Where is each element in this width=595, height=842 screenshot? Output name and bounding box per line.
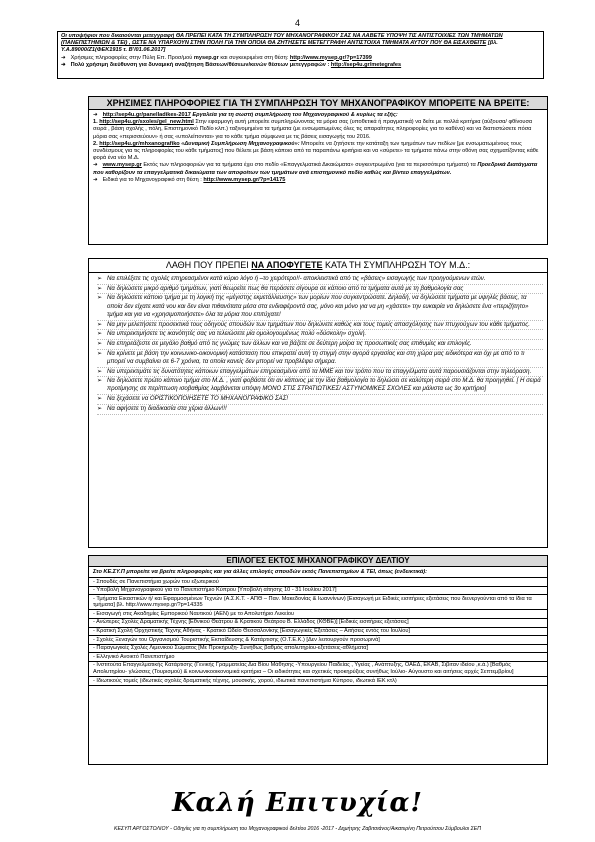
arrow-icon: ➜ <box>93 162 98 169</box>
useful-info-item-3: ➜ www.mysep.gr Εκτός των πληροφοριών για τα τμήματα έχει στο πεδίο «Επαγγελματικά Δικαιώματα» συγκεντρωμένα (για τα περισσότερα τμήματα) τα Προεδρικά Διατάγματα που καθορίζουν τα επαγγελματικά δικαιώματα των αποφοίτων των τμημάτων ανά επιστημονικό πεδίο καθώς και βίντεο επαγγελμάτων. <box>93 162 538 176</box>
option-row: - Σχολές Ξεναγών του Οργανισμού Τουριστικής Εκπαίδευσης & Κατάρτισης (Ο.Τ.Ε.Κ.) [Δεν λειτουργούν προσωρινά] <box>89 636 547 645</box>
option-row: - Τμήματα Εικαστικών ή/ και Εφαρμοσμένων Τεχνών (Α.Σ.Κ.Τ. - ΑΠΘ – Παν. Μακεδονίας & Ιωαννίνων) [Εισαγωγή με Ειδικές εισιτήριες εξετάσεις που διενεργούνται από τα ίδια τα τμήματα] βλ. http://www.mysep.gr/?p=14335 <box>89 595 547 610</box>
mistake-item: ➢ Να δηλώσετε κάποιο τμήμα με τη λογική της «μέγιστης εκμετάλλευσης» των μορίων που συγκεντρώσατε. Δηλαδή, να δηλώσετε τμήματα με υψηλές βάσεις, τα οποία δεν είχατε κατά νου και δεν είναι πιθανότατα μέσα στα ενδιαφέροντά σας, μόνο και μόνο για να μη «χάσετε» την ευκαιρία να δηλώσετε ένα «περιζήτητο» τμήμα και για να «χρησιμοποιήσετε» όλα τα μόρια που επιτύχατε! <box>97 294 543 320</box>
arrow-icon: ➜ <box>61 54 66 61</box>
mistakes-list <box>89 275 547 415</box>
transfer-search-line: ➜ Πολύ χρήσιμη διεύθυνση για δυναμική αναζήτηση Βάσεων/θέσεων/κενών θέσεων μετεγγραφών : http://sep4u.gr/metegrafes <box>61 61 402 68</box>
option-row: - Ινστιτούτα Επαγγελματικής Κατάρτισης (Γενικής Γραμματείας Δια Βίου Μάθησης -Υπουργείου Παιδείας , Υγείας , Ανάπτυξης, ΟΑΕΔ, ΕΚΑΒ, Σιβιταν ιδείου ,κ.ά.) [Βαθμός Απολυτηρίου- γλώσσες (Τουρισμού) & κοινωνικοοικονομικά κριτήρια – Οι ειδικότητες και σχετικές προκηρύξεις συνήθως Ιούλιο- Αύγουστο και αιτήσεις αρχές Σεπτεμβρίου] <box>89 662 547 677</box>
option-row: - Σπουδές σε Πανεπιστήμια χωρών του εξωτερικού <box>89 578 547 587</box>
mhxanografiko-link[interactable]: http://sep4u.gr/mhxanografiko <box>99 140 180 147</box>
other-options-list <box>89 578 547 686</box>
transfer-info-box <box>57 31 544 79</box>
mistake-item: ➢ Να δηλώσετε μικρό αριθμό τμημάτων, γιατί θεωρείτε πως θα περάσετε σίγουρα σε κάποιο από τα τμήματα αυτά με τη βαθμολογία σας <box>97 285 543 295</box>
mistake-item: ➢ Να δηλώσετε πρώτο κάποιο τμήμα στο Μ.Δ. , γιατί φοβάστε ότι αν κάποιος με την ίδια βαθμολογία το δηλώσει σε καλύτερη σειρά στο Μ.Δ. θα προηγηθεί. [ Η σειρά προτίμησης σε περίπτωση ισοβαθμίας λαμβάνεται υπόψη ΜΟΝΟ ΣΤΙΣ ΣΤΡΑΤΙΩΤΙΚΕΣ/ ΑΣΤΥΝΟΜΙΚΕΣ ΣΧΟΛΕΣ και μάλιστα ως 3ο κριτήριο] <box>97 377 543 395</box>
metegrafes-link[interactable]: http://sep4u.gr/metegrafes <box>330 61 402 68</box>
mysep-site-link[interactable]: mysep.gr <box>193 54 219 61</box>
gel-new-link[interactable]: http://sep4u.gr/sxoles/gel_new.html <box>99 119 194 126</box>
mistake-item: ➢ Να μην μελετήσετε προσεκτικά τους οδηγούς σπουδών των τμημάτων που δηλώνετε καθώς και τους τομείς απασχόλησης των πτυχιούχων του κάθε τμήματος. <box>97 321 543 331</box>
mistake-item: ➢ Να αφήσετε τη διαδικασία στα χέρια άλλων!!! <box>97 405 543 415</box>
avoid-emphasis: ΝΑ ΑΠΟΦΥΓΕΤΕ <box>251 260 323 270</box>
option-row: - Υποβολή Μηχανογραφικού για το Πανεπιστήμιο Κύπρου [Υποβολή αίτησης 10 - 31 Ιουλίου 2017] <box>89 587 547 596</box>
useful-info-box <box>88 96 548 245</box>
useful-info-item-2: 2. http://sep4u.gr/mhxanografiko «Δυναμική Συμπλήρωση Μηχανογραφικού»: Μπορείτε να ζητήσετε την κατάταξη των τμημάτων των πεδίων [με ενσωματωμένους τους συνδέσμους για τις πληροφορίες του κάθε τμήματος] που θέλετε με βάση κάποιο από τα παραπάνω κριτήρια και να «σύρετε» τα τμήματα πάνω στην οθόνη σας σχηματίζοντας κάθε φορά ένα νέο Μ.Δ. <box>93 140 539 162</box>
option-row: - Κρατική Σχολή Ορχηστικής Τέχνης Αθήνας - Κρατικό Ωδείο Θεσσαλονίκης [Εισαγωγικές Εξετάσεις – Αιτήσεις εντός του Ιουλίου] <box>89 628 547 637</box>
mysep-14175-link[interactable]: http://www.mysep.gr/?p=14175 <box>203 176 286 183</box>
transfer-reference: [βλ. Υ.Α.89000/Z1(ΦΕΚ1915 τ. Β'/01.06.2017] <box>61 40 498 54</box>
mistake-item: ➢ Να επηρεάζεστε σε μεγάλο βαθμό από τις γνώμες των άλλων και να βάζετε σε δεύτερη μοίρα τις προσωπικές σας επιθυμίες και επιλογές. <box>97 340 543 350</box>
useful-info-header: ΧΡΗΣΙΜΕΣ ΠΛΗΡΟΦΟΡΙΕΣ ΓΙΑ ΤΗ ΣΥΜΠΛΗΡΩΣΗ ΤΟΥ ΜΗΧΑΝΟΓΡΑΦΙΚΟΥ ΜΠΟΡΕΙΤΕ ΝΑ ΒΡΕΙΤΕ: <box>89 97 547 110</box>
mistake-item: ➢ Να υπερεκτιμήσετε τις ικανότητές σας να τελειώσετε μία ομολογουμένως πολύ «δύσκολη» σχολή. <box>97 330 543 340</box>
mysep-info-line: ➜ Χρήσιμες πληροφορίες στην Πύλη Επ. Προσ/μού mysep.gr και συγκεκριμένα στη θέση: http://www.mysep.gr/?p=17399 <box>61 54 372 61</box>
arrow-icon: ➜ <box>93 112 98 118</box>
good-luck-banner: Καλή Επιτυχία! <box>172 788 423 818</box>
useful-info-item-1: 1. http://sep4u.gr/sxoles/gel_new.html Στην εφαρμογή αυτή μπορείτε συμπληρώνοντας τα μόρια σας (υποθετικά ή πραγματικά) να δείτε με πολλά κριτήρια (αύξουσα/ φθίνουσα σειρά , βάση σχολής , πόλη, Επιστημονικό Πεδίο κλπ.) ταξινομημένα τα τμήματα (με ενσωματωμένες όλες τις απαραίτητες πληροφορίες για το καθένα) και να διαπιστώσετε πόσα μόρια σας «περισσεύουν» ή σας «υπολείπονται» για το κάθε τμήμα σύμφωνα με τις βάσεις εισαγωγής του 2016. <box>93 119 533 140</box>
mistakes-box <box>88 258 548 548</box>
arrow-icon: ➜ <box>61 61 66 68</box>
option-row: - Εισαγωγή στις Ακαδημίες Εμπορικού Ναυτικού (ΑΕΝ) με το Απολυτήριο Λυκείου <box>89 610 547 619</box>
mistake-item: ➢ Να επιλέξετε τις σχολές επηρεασμένοι κατά κύριο λόγο ή –το χειρότερο!!- αποκλειστικά από τις «βάσεις» εισαγωγής των προηγούμενων ετών. <box>97 275 543 285</box>
mistakes-header: ΛΑΘΗ ΠΟΥ ΠΡΕΠΕΙ ΝΑ ΑΠΟΦΥΓΕΤΕ ΚΑΤΑ ΤΗ ΣΥΜΠΛΗΡΩΣΗ ΤΟΥ Μ.Δ.: <box>89 259 547 273</box>
mysep-17399-link[interactable]: http://www.mysep.gr/?p=17399 <box>289 54 372 61</box>
mysep-link[interactable]: www.mysep.gr <box>102 162 142 169</box>
page-number: 4 <box>294 18 300 28</box>
panelladikes-link[interactable]: http://sep4u.gr/panelladikes-2017 <box>102 112 191 118</box>
option-row: - Παραγωγικές Σχολές Λιμενικού Σώματος [Με Προκήρυξη- Συνήθως βαθμός απολυτηρίου-εξετάσεις-αθλήματα] <box>89 645 547 654</box>
useful-info-intro: ➜ http://sep4u.gr/panelladikes-2017 Εργαλεία για τη σωστή συμπλήρωση του Μηχανογραφικού & κυρίως τα εξής: <box>93 112 398 118</box>
arrow-icon: ➜ <box>93 176 98 183</box>
mistake-item: ➢ Να κρίνετε με βάση την κοινωνικο-οικονομική κατάσταση που επικρατεί αυτή τη στιγμή στην αγορά εργασίας και στη χώρα μας ειδικότερα και όχι με από το τι μπορεί να συμβαίνει σε 6-7 χρόνια, τα οποία κανείς δεν μπορεί να προβλέψει σήμερα. <box>97 350 543 368</box>
transfer-info-text <box>61 33 540 55</box>
other-options-intro: Στο ΚΕ.ΣΥ.Π μπορείτε να βρείτε πληροφορίες και για άλλες επιλογές σπουδών εκτός Πανεπιστημίων & ΤΕΙ, όπως (ενδεικτικά): <box>89 567 547 578</box>
page-footer: ΚΕΣΥΠ ΑΡΓΟΣΤΟΛΙΟΥ - Οδηγίες για τη συμπλήρωση του Μηχανογραφικού δελτίου 2016 -2017 - Δημήτρης Ζαβιτσιάνος/Αικατερίνη Πετρούτσου Σύμβουλοι ΣΕΠ <box>114 826 481 832</box>
option-row: - Ανώτερες Σχολές Δραματικής Τέχνης [Εθνικού Θεάτρου & Κρατικού Θεάτρου Β. Ελλάδος (ΚΘΒΕ)] [Ειδικές εισιτήριες εξετάσεις] <box>89 619 547 628</box>
mistake-item: ➢ Να υπερεκτιμάτε τις δυνατότητες κάποιων επαγγελμάτων επηρεασμένοι από τα ΜΜΕ και τον τρόπο που τα επαγγέλματα αυτά παρουσιάζονται στην τηλεόραση. <box>97 368 543 378</box>
option-row: - Ελληνικό Ανοικτό Πανεπιστήμιο <box>89 653 547 662</box>
other-options-header: ΕΠΙΛΟΓΕΣ ΕΚΤΟΣ ΜΗΧΑΝΟΓΡΑΦΙΚΟΥ ΔΕΛΤΙΟΥ <box>89 556 547 567</box>
useful-info-item-4: ➜ Ειδικά για το Μηχανογραφικό στη θέση : http://www.mysep.gr/?p=14175 <box>93 176 286 183</box>
option-row: - Ιδιωτικούς τομείς (ιδιωτικές σχολές δραματικής τέχνης, μουσικής, χορού, ιδιωτικά πανεπιστήμια Κύπρου, ιδιωτικά ΙΕΚ κτλ) <box>89 677 547 686</box>
mistake-item: ➢ Να ξεχάσετε να ΟΡΙΣΤΙΚΟΠΟΙΗΣΕΤΕ ΤΟ ΜΗΧΑΝΟΓΡΑΦΙΚΟ ΣΑΣ! <box>97 395 543 405</box>
other-options-box <box>88 555 548 765</box>
transfer-warning: Οι υποψήφιοι που δικαιούνται μετεγγραφή ΘΑ ΠΡΕΠΕΙ ΚΑΤΑ ΤΗ ΣΥΜΠΛΗΡΩΣΗ ΤΟΥ ΜΗΧΑΝΟΓΡΑΦΙΚΟΥ ΣΑΣ ΝΑ ΛΑΒΕΤΕ ΥΠΟΨΗ ΤΙΣ ΑΝΤΙΣΤΟΙΧΙΕΣ ΤΩΝ ΤΜΗΜΑΤΩΝ (ΠΑΝΕΠΙΣΤΗΜΙΩΝ & ΤΕΙ) , ΩΣΤΕ ΝΑ ΥΠΑΡΧΟΥΝ ΣΤΗΝ ΠΟΛΗ ΓΙΑ ΤΗΝ ΟΠΟΙΑ ΘΑ ΖΗΤΗΣΕΤΕ ΜΕΤΕΓΓΡΑΦΗ ΑΝΤΙΣΤΟΙΧΑ ΤΜΗΜΑΤΑ ΑΥΤΟΥ ΠΟΥ ΘΑ ΕΙΣΑΧΘΕΙΤΕ <box>61 33 503 47</box>
